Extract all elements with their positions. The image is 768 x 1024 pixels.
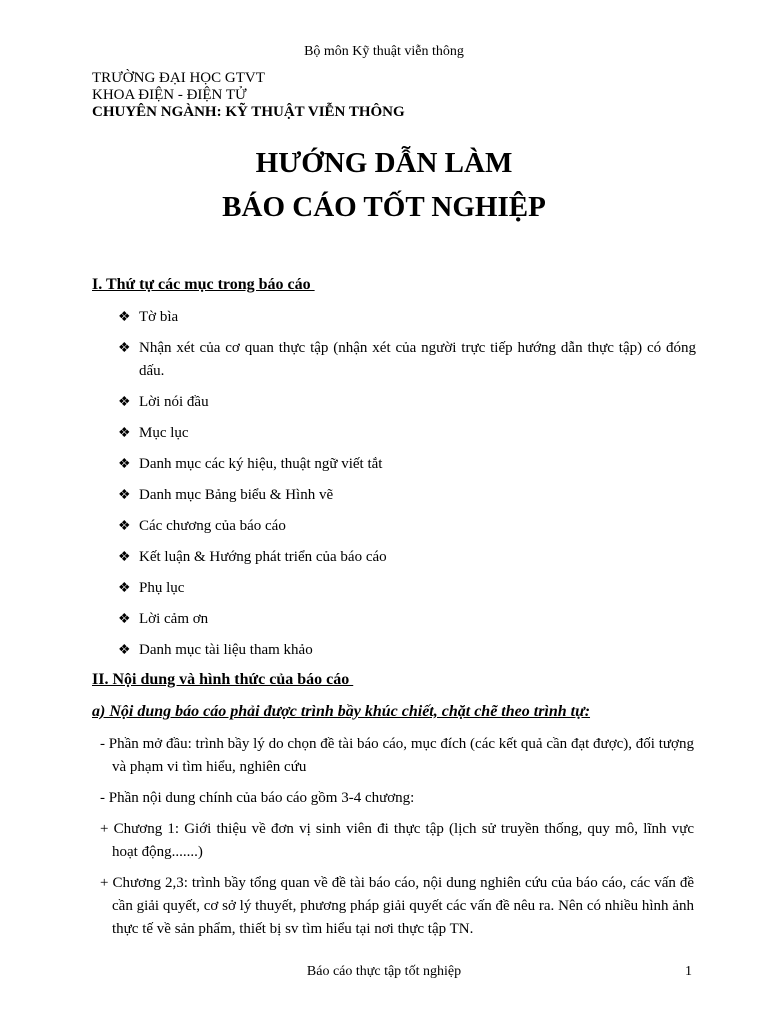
list-item-label: Kết luận & Hướng phát triển của báo cáo	[139, 549, 387, 565]
list-item	[118, 608, 696, 631]
list-item-label: Nhận xét của cơ quan thực tập (nhận xét của người trực tiếp hướng dẫn thực tập) có đóng dấu.	[139, 340, 696, 379]
list-item	[118, 577, 696, 600]
report-sections-list	[118, 306, 696, 670]
diamond-bullet-icon: ❖	[118, 550, 131, 565]
list-item	[118, 337, 696, 383]
footer-text: Báo cáo thực tập tốt nghiệp	[306, 964, 462, 979]
diamond-bullet-icon: ❖	[118, 310, 131, 325]
diamond-bullet-icon: ❖	[118, 519, 131, 534]
paragraph-chapter-2-3: + Chương 2,3: trình bầy tổng quan về đề tài báo cáo, nội dung nghiên cứu của báo cáo, các vấn đề cần giải quyết, cơ sở lý thuyết, phương pháp giải quyết các vấn đề nêu ra. Nên có nhiều hình ảnh thực tế về sản phẩm, thiết bị sv tìm hiểu tại nơi thực tập TN.	[100, 875, 694, 937]
university-name: TRƯỜNG ĐẠI HỌC GTVT	[92, 70, 265, 86]
list-item-label: Lời nói đầu	[139, 394, 209, 410]
list-item-label: Danh mục các ký hiệu, thuật ngữ viết tắt	[139, 456, 383, 472]
list-item	[118, 391, 696, 414]
list-item	[118, 639, 696, 662]
list-item-label: Danh mục Bảng biểu & Hình vẽ	[139, 487, 334, 503]
list-item	[118, 453, 696, 476]
page-number: 1	[685, 964, 692, 979]
section-2-content	[100, 733, 694, 949]
diamond-bullet-icon: ❖	[118, 457, 131, 472]
diamond-bullet-icon: ❖	[118, 426, 131, 441]
section-2-heading: II. Nội dung và hình thức của báo cáo	[92, 671, 354, 688]
paragraph-main-content: - Phần nội dung chính của báo cáo gồm 3-4 chương:	[100, 790, 415, 806]
list-item	[118, 515, 696, 538]
list-item	[118, 306, 696, 329]
paragraph-intro: - Phần mở đầu: trình bầy lý do chọn đề tài báo cáo, mục đích (các kết quả cần đạt được), đối tượng và phạm vi tìm hiểu, nghiên cứu	[100, 736, 694, 775]
diamond-bullet-icon: ❖	[118, 643, 131, 658]
major-name: CHUYÊN NGÀNH: KỸ THUẬT VIỄN THÔNG	[92, 104, 405, 120]
diamond-bullet-icon: ❖	[118, 612, 131, 627]
list-item-label: Các chương của báo cáo	[139, 518, 286, 534]
document-title-line-2: BÁO CÁO TỐT NGHIỆP	[222, 191, 546, 223]
list-item	[118, 484, 696, 507]
diamond-bullet-icon: ❖	[118, 395, 131, 410]
list-item-label: Phụ lục	[139, 580, 185, 596]
list-item-label: Lời cảm ơn	[139, 611, 209, 627]
section-1-heading: I. Thứ tự các mục trong báo cáo	[92, 276, 315, 293]
institution-block	[92, 70, 405, 121]
list-item	[118, 422, 696, 445]
document-title-line-1: HƯỚNG DẪN LÀM	[255, 147, 513, 179]
diamond-bullet-icon: ❖	[118, 581, 131, 596]
list-item-label: Tờ bìa	[139, 309, 179, 325]
faculty-name: KHOA ĐIỆN - ĐIỆN TỬ	[92, 87, 247, 103]
list-item	[118, 546, 696, 569]
list-item-label: Mục lục	[139, 425, 189, 441]
list-item-label: Danh mục tài liệu tham khảo	[139, 642, 313, 658]
section-2a-subheading: a) Nội dung báo cáo phải được trình bầy khúc chiết, chặt chẽ theo trình tự:	[92, 703, 591, 720]
diamond-bullet-icon: ❖	[118, 488, 131, 503]
diamond-bullet-icon: ❖	[118, 341, 131, 356]
page-header: Bộ môn Kỹ thuật viễn thông	[304, 44, 464, 59]
paragraph-chapter-1: + Chương 1: Giới thiệu về đơn vị sinh viên đi thực tập (lịch sử truyền thống, quy mô, lĩnh vực hoạt động.......)	[100, 821, 694, 860]
